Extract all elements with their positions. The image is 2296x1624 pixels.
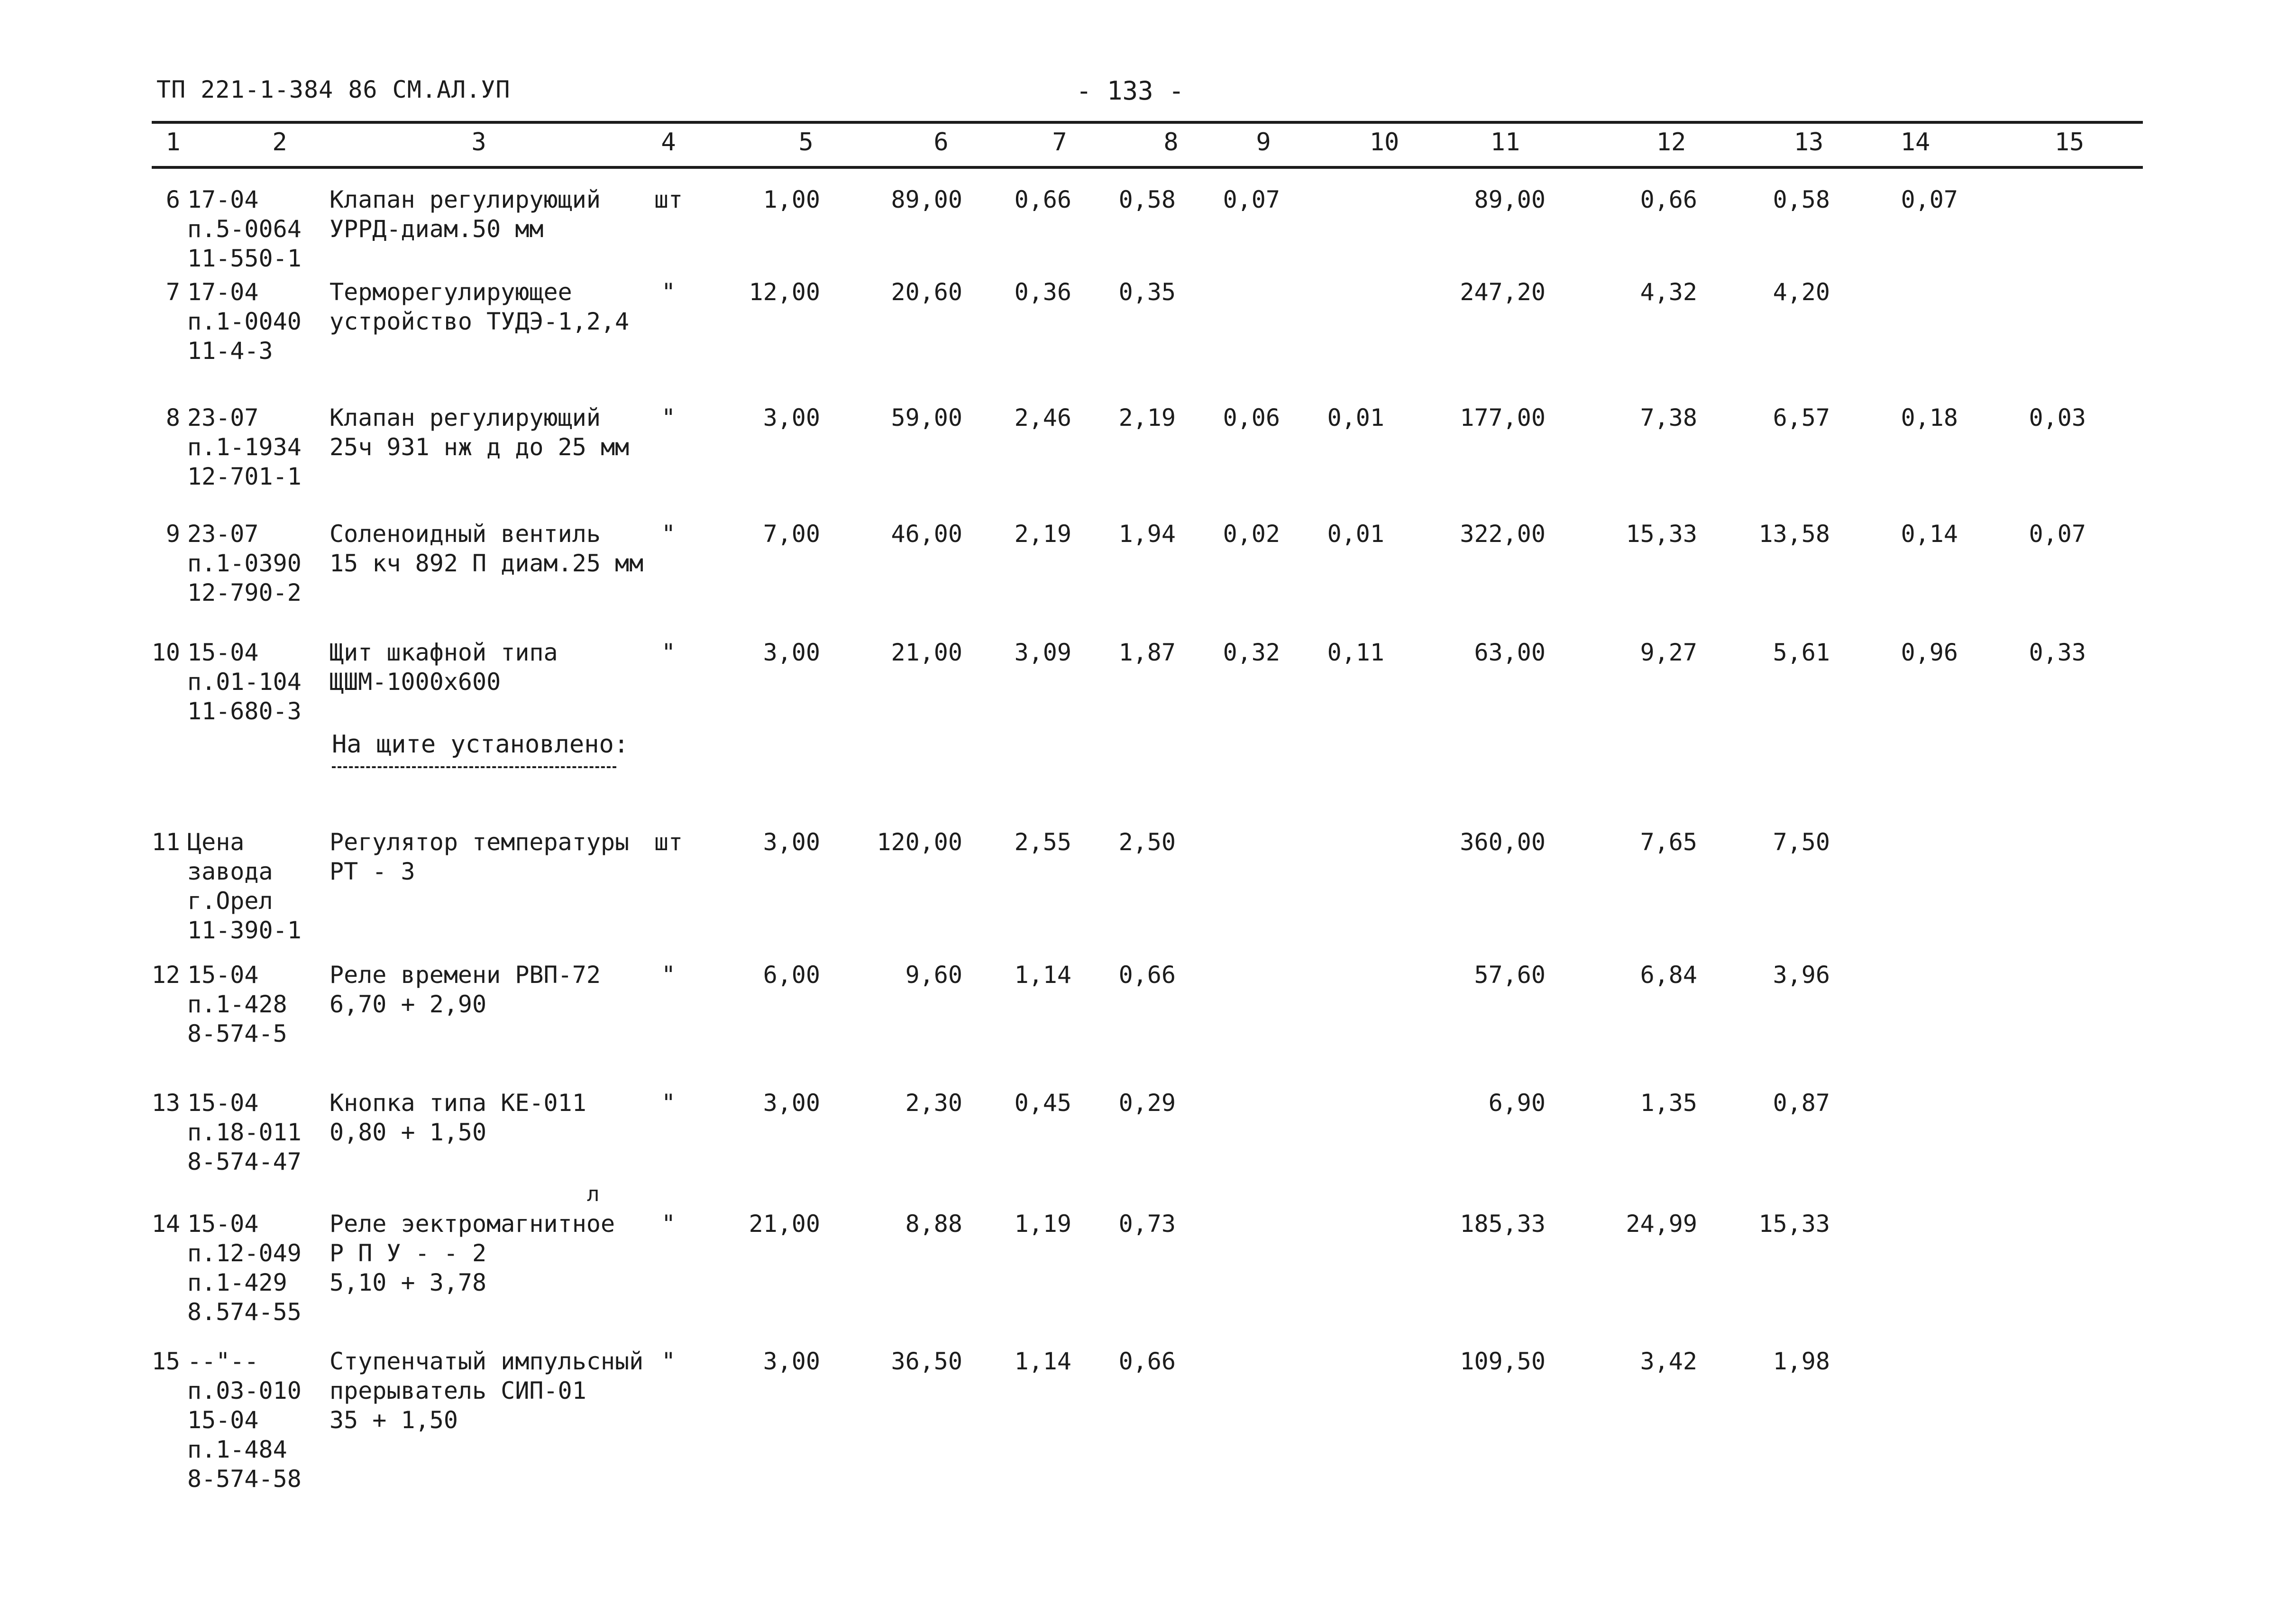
cell-v9: 0,07 [1223,186,1280,213]
cell-v13: 1,98 [1773,1348,1830,1375]
cell-code: 17-04 п.1-0040 11-4-3 [187,278,302,365]
cell-unit: " [661,1210,676,1238]
cell-v6: 21,00 [891,639,962,666]
cell-v14: 0,07 [1901,186,1958,213]
cell-v7: 0,66 [1014,186,1071,213]
cell-name: Клапан регулирующий 25ч 931 нж д до 25 мм [329,404,630,461]
cell-v6: 89,00 [891,186,962,213]
cell-v6: 59,00 [891,404,962,431]
cell-v11: 57,60 [1474,961,1546,989]
cell-v9: 0,32 [1223,639,1280,666]
cell-name: Реле времени РВП-72 6,70 + 2,90 [329,961,601,1018]
cell-unit: " [661,520,676,548]
cell-unit: " [661,1089,676,1117]
cell-v5: 6,00 [763,961,820,989]
cell-v7: 0,45 [1014,1089,1071,1117]
cell-v13: 15,33 [1758,1210,1830,1238]
cell-v13: 13,58 [1758,520,1830,548]
cell-code: 15-04 п.1-428 8-574-5 [187,961,287,1047]
cell-v7: 2,19 [1014,520,1071,548]
cell-v5: 3,00 [763,1089,820,1117]
column-header-11: 11 [1490,128,1520,156]
cell-v12: 9,27 [1640,639,1697,666]
cell-v12: 7,38 [1640,404,1697,431]
cell-n: 7 [165,278,180,306]
cell-v11: 63,00 [1474,639,1546,666]
panel-installed-note: На щите установлено: [332,730,629,759]
column-header-4: 4 [661,128,676,156]
cell-v12: 3,42 [1640,1348,1697,1375]
cell-v11: 109,50 [1460,1348,1546,1375]
cell-v11: 177,00 [1460,404,1546,431]
column-header-9: 9 [1256,128,1271,156]
cell-v6: 20,60 [891,278,962,306]
cell-v8: 1,94 [1118,520,1176,548]
cell-unit: шт [654,186,683,213]
cell-v13: 7,50 [1773,828,1830,856]
cell-n: 10 [151,639,180,666]
column-header-13: 13 [1793,128,1824,156]
cell-v11: 89,00 [1474,186,1546,213]
column-header-2: 2 [272,128,287,156]
note-underline [332,766,616,768]
cell-v13: 6,57 [1773,404,1830,431]
document-code: ТП 221-1-384 86 СМ.АЛ.УП [156,76,511,103]
cell-v5: 1,00 [763,186,820,213]
cell-n: 8 [165,404,180,431]
cell-unit: шт [654,828,683,856]
cell-name: Соленоидный вентиль 15 кч 892 П диам.25 мм [329,520,644,577]
cell-v8: 2,19 [1118,404,1176,431]
cell-v15: 0,33 [2029,639,2086,666]
cell-v8: 0,73 [1118,1210,1176,1238]
cell-v5: 3,00 [763,828,820,856]
cell-v7: 2,55 [1014,828,1071,856]
cell-v7: 2,46 [1014,404,1071,431]
cell-name: Клапан регулирующий УРРД-диам.50 мм [329,186,601,243]
cell-v9: 0,06 [1223,404,1280,431]
cell-v6: 8,88 [905,1210,962,1238]
cell-n: 6 [165,186,180,213]
cell-unit: " [661,278,676,306]
cell-v9: 0,02 [1223,520,1280,548]
cell-unit: " [661,639,676,666]
cell-v13: 0,58 [1773,186,1830,213]
cell-v8: 2,50 [1118,828,1176,856]
cell-name: Щит шкафной типа ЩШМ-1000х600 [329,639,558,696]
column-header-10: 10 [1369,128,1400,156]
cell-name: Ступенчатый импульсный прерыватель СИП-01 35 + 1,50 [329,1348,644,1434]
cell-v10: 0,11 [1327,639,1384,666]
cell-n: 12 [151,961,180,989]
cell-v7: 1,19 [1014,1210,1071,1238]
cell-v14: 0,14 [1901,520,1958,548]
handwritten-annotation: л [587,1182,600,1206]
header-rule-top [152,121,2143,124]
cell-v12: 1,35 [1640,1089,1697,1117]
cell-v12: 24,99 [1626,1210,1697,1238]
cell-v10: 0,01 [1327,520,1384,548]
cell-v11: 360,00 [1460,828,1546,856]
cell-v5: 12,00 [749,278,820,306]
cell-name: Регулятор температуры РТ - 3 [329,828,630,885]
cell-v11: 185,33 [1460,1210,1546,1238]
cell-v13: 4,20 [1773,278,1830,306]
column-header-12: 12 [1656,128,1686,156]
cell-v6: 9,60 [905,961,962,989]
cell-v5: 21,00 [749,1210,820,1238]
cell-v7: 3,09 [1014,639,1071,666]
cell-v11: 322,00 [1460,520,1546,548]
cell-v8: 0,58 [1118,186,1176,213]
cell-v7: 1,14 [1014,961,1071,989]
cell-code: 15-04 п.18-011 8-574-47 [187,1089,302,1175]
cell-code: Цена завода г.Орел 11-390-1 [187,828,302,944]
cell-v12: 6,84 [1640,961,1697,989]
cell-v6: 2,30 [905,1089,962,1117]
column-header-1: 1 [165,128,181,156]
cell-n: 13 [151,1089,180,1117]
cell-name: Реле эектромагнитное Р П У - - 2 5,10 + 3,78 [329,1210,615,1296]
cell-n: 15 [151,1348,180,1375]
cell-v6: 46,00 [891,520,962,548]
cell-v13: 0,87 [1773,1089,1830,1117]
cell-v12: 4,32 [1640,278,1697,306]
cell-v8: 0,66 [1118,961,1176,989]
cell-v8: 0,66 [1118,1348,1176,1375]
cell-unit: " [661,961,676,989]
cell-code: 17-04 п.5-0064 11-550-1 [187,186,302,272]
cell-name: Терморегулирующее устройство ТУДЭ-1,2,4 [329,278,630,335]
cell-v15: 0,07 [2029,520,2086,548]
cell-v6: 120,00 [877,828,962,856]
cell-v14: 0,18 [1901,404,1958,431]
cell-v10: 0,01 [1327,404,1384,431]
header-rule-bottom [152,166,2143,169]
cell-v11: 6,90 [1488,1089,1546,1117]
column-header-14: 14 [1900,128,1930,156]
cell-v6: 36,50 [891,1348,962,1375]
cell-v5: 3,00 [763,404,820,431]
cell-v5: 3,00 [763,1348,820,1375]
cell-v5: 3,00 [763,639,820,666]
cell-v14: 0,96 [1901,639,1958,666]
cell-v8: 1,87 [1118,639,1176,666]
cell-v7: 1,14 [1014,1348,1071,1375]
cell-unit: " [661,1348,676,1375]
cell-v7: 0,36 [1014,278,1071,306]
cell-v12: 7,65 [1640,828,1697,856]
cell-v8: 0,29 [1118,1089,1176,1117]
cell-code: 15-04 п.01-104 11-680-3 [187,639,302,725]
cell-v12: 15,33 [1626,520,1697,548]
cell-code: 15-04 п.12-049 п.1-429 8.574-55 [187,1210,302,1326]
cell-n: 9 [165,520,180,548]
cell-unit: " [661,404,676,431]
column-header-8: 8 [1163,128,1179,156]
cell-v15: 0,03 [2029,404,2086,431]
cell-v12: 0,66 [1640,186,1697,213]
cell-v8: 0,35 [1118,278,1176,306]
cell-v13: 5,61 [1773,639,1830,666]
cell-code: 23-07 п.1-1934 12-701-1 [187,404,302,490]
column-header-3: 3 [471,128,486,156]
page-number: - 133 - [1076,76,1184,106]
cell-code: --"-- п.03-010 15-04 п.1-484 8-574-58 [187,1348,302,1493]
column-header-6: 6 [933,128,949,156]
cell-v13: 3,96 [1773,961,1830,989]
cell-name: Кнопка типа КЕ-011 0,80 + 1,50 [329,1089,586,1146]
column-header-5: 5 [798,128,814,156]
cell-n: 14 [151,1210,180,1238]
cell-code: 23-07 п.1-0390 12-790-2 [187,520,302,606]
column-header-7: 7 [1052,128,1067,156]
cell-n: 11 [151,828,180,856]
cell-v5: 7,00 [763,520,820,548]
column-header-15: 15 [2054,128,2085,156]
cell-v11: 247,20 [1460,278,1546,306]
